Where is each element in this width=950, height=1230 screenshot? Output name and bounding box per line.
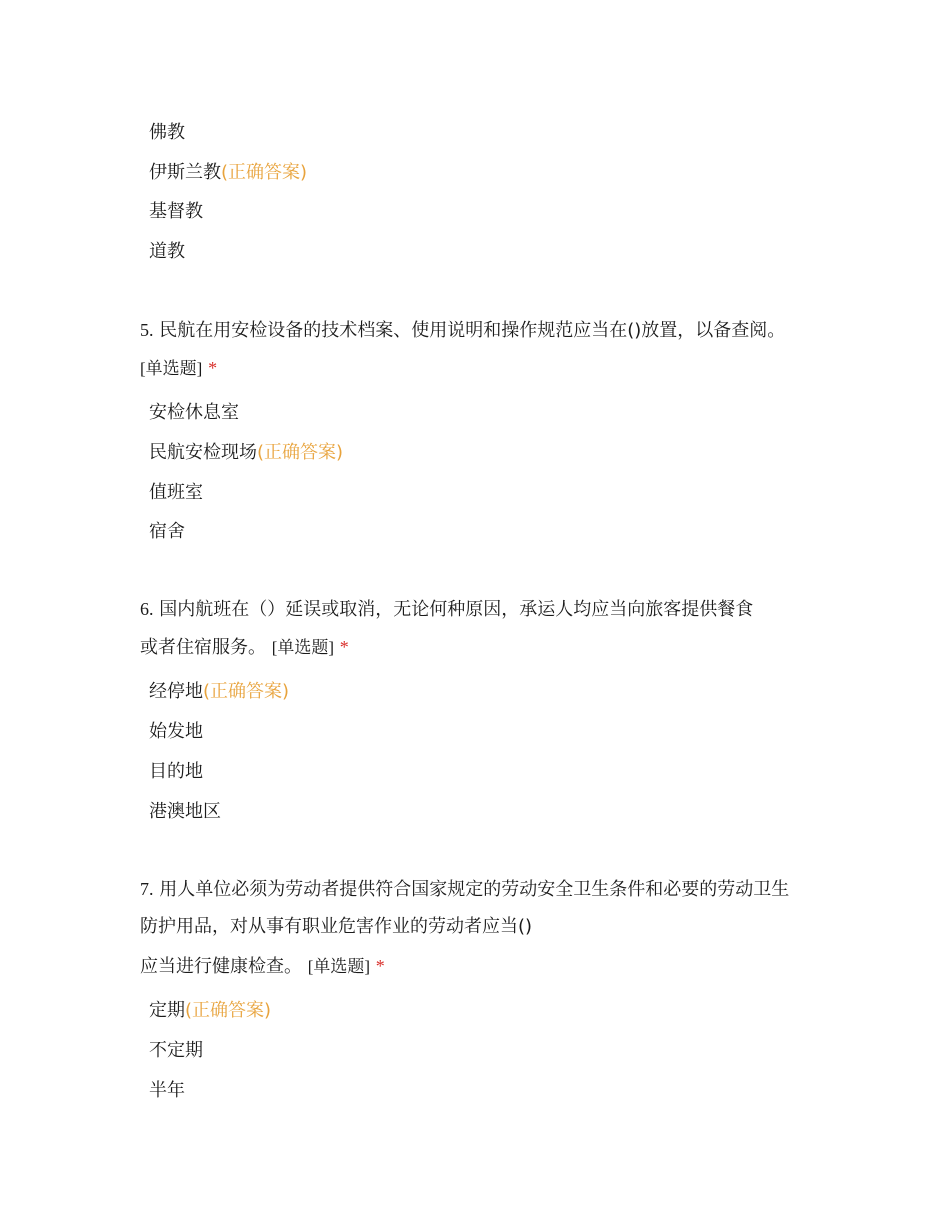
question-type-label: [单选题] [271,638,335,657]
correct-answer-marker: (正确答案) [203,681,290,702]
question-5-meta [140,356,217,381]
correct-answer-marker: (正确答案) [185,1000,272,1021]
question-5-title: 5. 民航在用安检设备的技术档案、使用说明和操作规范应当在()放置，以备查阅。 [140,320,786,341]
required-mark: * [339,637,349,657]
question-7-title-cont-2: 应当进行健康检查。 [单选题] * [140,956,385,977]
question-6-title: 6. 国内航班在（）延误或取消，无论何种原因，承运人均应当向旅客提供餐食 [140,599,754,620]
option-q5-1[interactable]: 安检休息室 [149,402,239,423]
question-6-title-cont: 或者住宿服务。 [单选题] * [140,637,349,658]
option-q5-3[interactable]: 值班室 [149,482,203,503]
required-mark: * [208,358,218,378]
correct-answer-marker: (正确答案) [257,442,344,463]
option-prev-1[interactable]: 佛教 [149,122,185,143]
question-type-label: [单选题] [140,359,203,378]
option-q6-2[interactable]: 始发地 [149,721,203,742]
option-prev-2[interactable]: 伊斯兰教(正确答案) [149,162,308,183]
question-7-title-cont: 防护用品，对从事有职业危害作业的劳动者应当() [140,916,533,937]
option-q5-4[interactable]: 宿舍 [149,521,185,542]
option-q6-3[interactable]: 目的地 [149,761,203,782]
required-mark: * [375,956,385,976]
question-7-title: 7. 用人单位必须为劳动者提供符合国家规定的劳动安全卫生条件和必要的劳动卫生 [140,879,790,900]
option-q6-1[interactable]: 经停地(正确答案) [149,681,290,702]
option-q7-1[interactable]: 定期(正确答案) [149,1000,272,1021]
correct-answer-marker: (正确答案) [221,162,308,183]
option-q7-2[interactable]: 不定期 [149,1040,203,1061]
option-q7-3[interactable]: 半年 [149,1080,185,1101]
option-q5-2[interactable]: 民航安检现场(正确答案) [149,442,344,463]
question-type-label: [单选题] [307,957,371,976]
option-prev-3[interactable]: 基督教 [149,201,203,222]
option-prev-4[interactable]: 道教 [149,241,185,262]
option-q6-4[interactable]: 港澳地区 [149,801,221,822]
